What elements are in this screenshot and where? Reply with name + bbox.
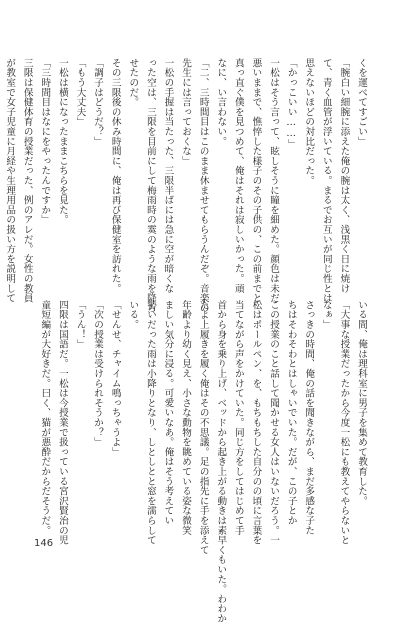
upper-text-block: くを運べてすごい」 「腕白い細腕に添えた俺の腕は太く、浅黒く日に焼け て、青く血管が浮いている。まるでお互いが同じ性とは 思えないほどの対比だった。 「かっこいい……」 一松はそう言って、眩しそうに瞳を細めた。顔色は未だ 悪いままで、憔悴した様子のその子供の、この前までと 真っ直ぐ僕を見つめて、俺はそれは寂しいかった。頑 なに、い言わない。 「二、三時間目はこのまま休ませてもらうんだぞ。音楽の 先生には言っておくな」 一松の手握は当たった、三限半ばには急に空が暗くな った空は、三限を目前にして梅雨時の霙のような雨を降ら せたのだ。 その三限後の休み時間に、俺は再び保健室を訪れた。 「調子はどうだ？」 「もう大丈夫」 一松は横になったままこちらを見た。 「三時間目はなにをやったんですか」 三限は保健体育の授業だった、例のアレだ。女性の教員 が教室で女子児童に月経や生理用品の扱い方を説明して <box>4 58 367 313</box>
page-number: 146 <box>34 538 54 549</box>
lower-text-block: いる間、俺は理科室に男子を集めて教育した。 「大事な授業だったから今度一松にも教えてやらないと なぁ」 さっきの時間、俺の話を聞きながら、まだ多感な子た ちはそわそわとはしゃいでいた。だが、この子とか この授業のこと話して聞かせる女人はいないだろう。一 松はポールペン、を、もちもちした自分のの頃に言葉を 当てながら声をかけていた。同じ方をしてはじめて手 首から身を乗り上げ、ベッドから起き上がる動きは素早くもいた。わわか たよ上履きを履く俺はその不思議。足の指先に手を添えて 年齢より幼く見え、小さな動物を眺めている姿な微笑 ましい気分に浸る。可愛いなあ。俺はそう考えてい 勢いだった雨は小降りとなり、しとしとと窓を濡らして いる。 「せんせ、チャイム鳴っちゃうよ」 「次の授業は受けられそうか？」 「うん！」 四限は国語だ。一松は今授業で扱っている宮沢賢治の児 童短編が大好きだ。曰く、猫が悪酔だからだそうだ。 <box>39 300 367 623</box>
